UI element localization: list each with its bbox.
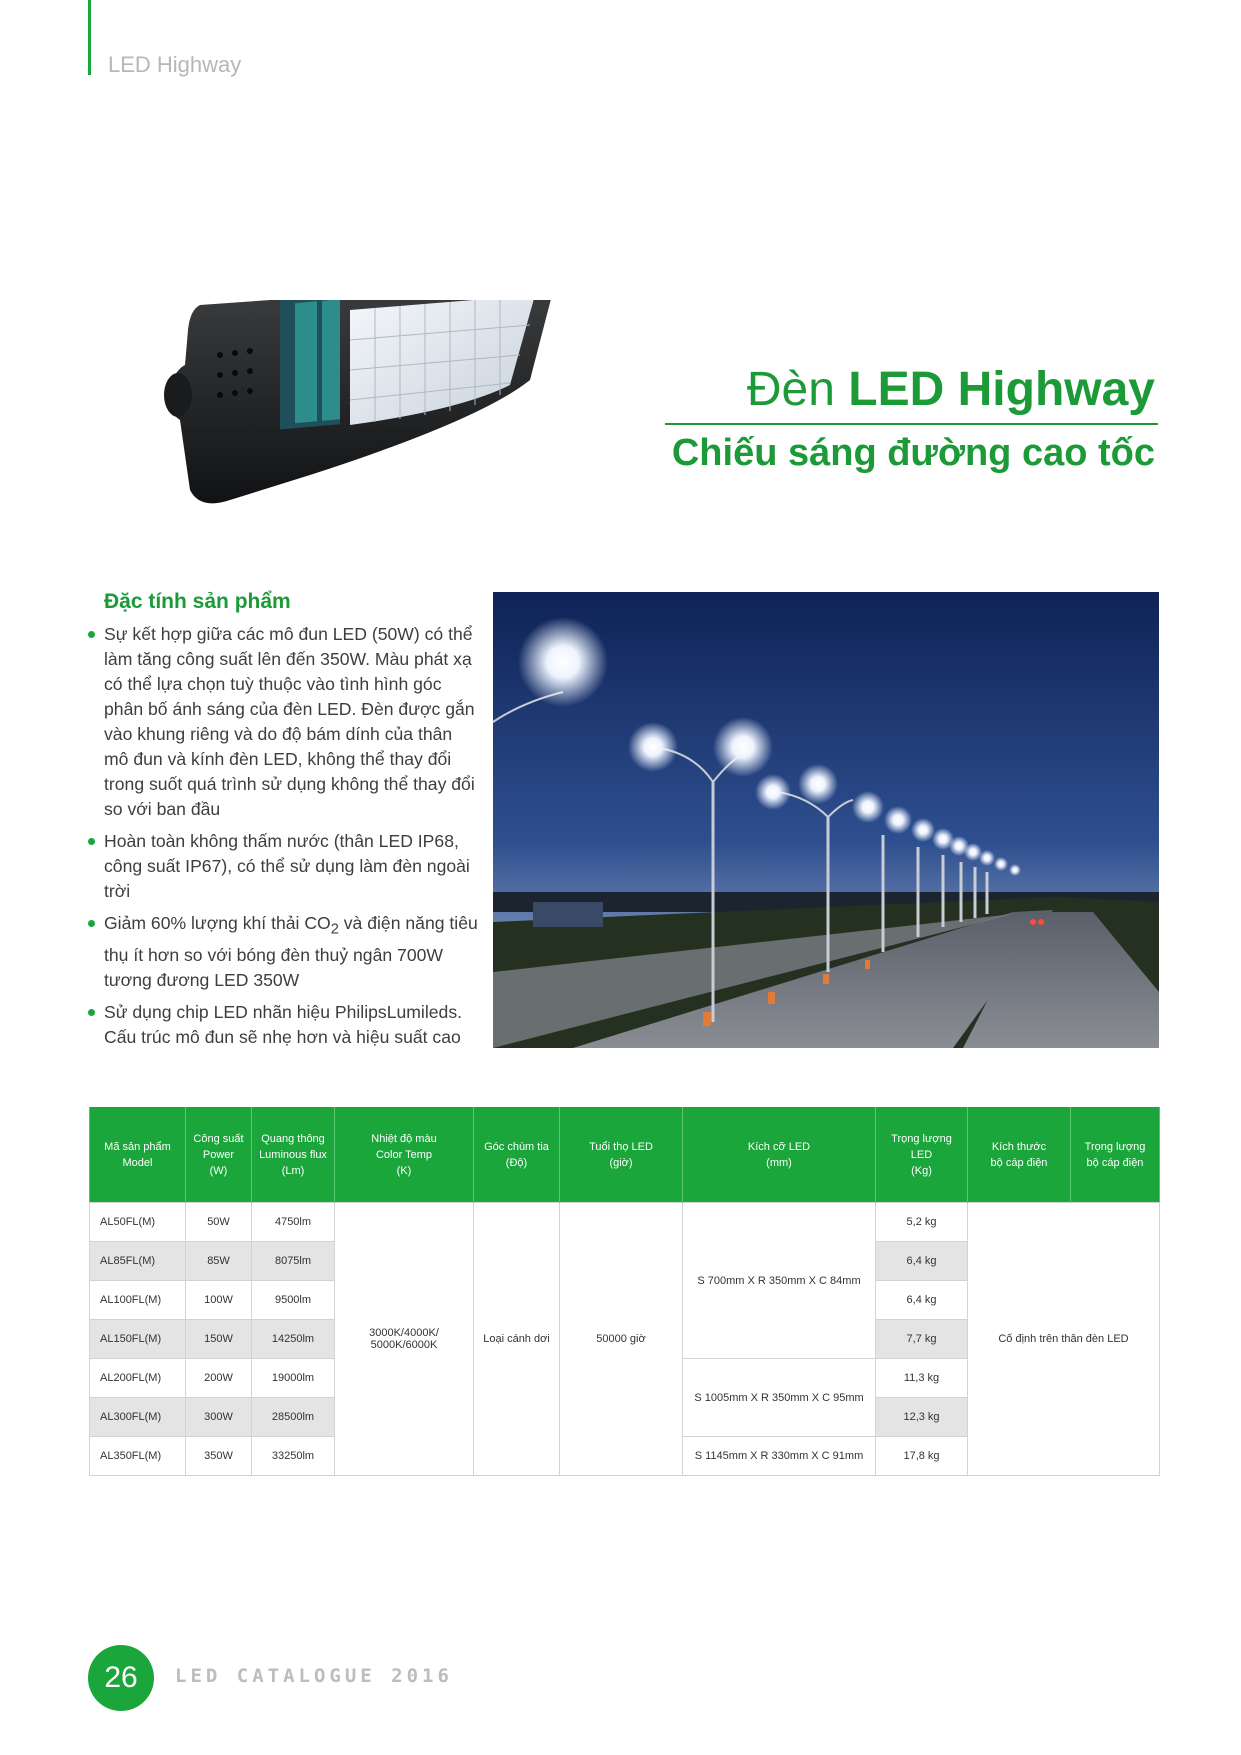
- table-header-row: [90, 1107, 1160, 1203]
- section-label: LED Highway: [108, 52, 242, 77]
- cell-weight: 17,8 kg: [876, 1437, 968, 1476]
- cell-weight: 6,4 kg: [876, 1242, 968, 1281]
- spec-table: [89, 1107, 1160, 1476]
- cell-flux: 33250lm: [252, 1437, 335, 1476]
- cell-model: AL300FL(M): [90, 1398, 186, 1437]
- title-divider: [665, 423, 1158, 425]
- cell-model: AL85FL(M): [90, 1242, 186, 1281]
- title-light: Đèn: [746, 363, 835, 416]
- cell-model: AL150FL(M): [90, 1320, 186, 1359]
- cell-power: 200W: [186, 1359, 252, 1398]
- cell-size: S 1145mm X R 330mm X C 91mm: [683, 1437, 876, 1476]
- highway-night-photo: [493, 592, 1159, 1048]
- title-bold: LED Highway: [848, 363, 1155, 416]
- cell-flux: 8075lm: [252, 1242, 335, 1281]
- cell-flux: 14250lm: [252, 1320, 335, 1359]
- table-row: [90, 1203, 1160, 1242]
- bullet-icon: [88, 838, 95, 845]
- features-list: [88, 622, 478, 1050]
- feature-item: Sử dụng chip LED nhãn hiệu PhilipsLumileds. Cấu trúc mô đun sẽ nhẹ hơn và hiệu suất cao: [88, 1000, 478, 1050]
- bullet-icon: [88, 631, 95, 638]
- page-title: [747, 362, 1155, 417]
- col-header-model: Mã sản phẩm Model: [90, 1107, 186, 1203]
- col-header-power: Công suất Power (W): [186, 1107, 252, 1203]
- cell-weight: 7,7 kg: [876, 1320, 968, 1359]
- col-header-size: Kích cỡ LED (mm): [683, 1107, 876, 1203]
- page-number-badge: 26: [88, 1645, 154, 1711]
- cell-model: AL350FL(M): [90, 1437, 186, 1476]
- cell-power: 50W: [186, 1203, 252, 1242]
- features-heading: Đặc tính sản phẩm: [104, 590, 291, 613]
- feature-item: Giảm 60% lượng khí thải $CO_2$ và điện năng tiêu thụ ít hơn so với bóng đèn thuỷ ngân 700W tương đương LED 350W: [88, 911, 478, 993]
- cell-flux: 4750lm: [252, 1203, 335, 1242]
- cell-flux: 9500lm: [252, 1281, 335, 1320]
- col-header-beam-angle: Góc chùm tia (Độ): [474, 1107, 560, 1203]
- features-section: [88, 590, 478, 1057]
- catalogue-label: LED CATALOGUE 2016: [175, 1665, 453, 1687]
- cell-weight: 5,2 kg: [876, 1203, 968, 1242]
- header-accent-bar: [88, 0, 91, 75]
- cell-lifetime: 50000 giờ: [560, 1203, 683, 1476]
- cell-model: AL50FL(M): [90, 1203, 186, 1242]
- col-header-color-temp: Nhiệt độ màu Color Temp (K): [335, 1107, 474, 1203]
- feature-item: Sự kết hợp giữa các mô đun LED (50W) có thể làm tăng công suất lên đến 350W. Màu phát xạ có thể lựa chọn tuỳ thuộc vào tình hình góc phân bố ánh sáng của đèn LED. Đèn được gắn vào khung riêng và do độ bám dính của thân mô đun và kính đèn LED, không thể thay đổi trong suốt quá trình sử dụng không thể thay đổi so với ban đầu: [88, 622, 478, 822]
- bullet-icon: [88, 1009, 95, 1016]
- col-header-cable-size: Kích thước bộ cáp điện: [968, 1107, 1071, 1203]
- cell-power: 150W: [186, 1320, 252, 1359]
- col-header-lifetime: Tuổi thọ LED (giờ): [560, 1107, 683, 1203]
- cell-power: 350W: [186, 1437, 252, 1476]
- feature-item: Hoàn toàn không thấm nước (thân LED IP68, công suất IP67), có thể sử dụng làm đèn ngoài trời: [88, 829, 478, 904]
- cell-flux: 19000lm: [252, 1359, 335, 1398]
- led-highway-luminaire-image: [160, 300, 560, 535]
- cell-cable: Cố định trên thân đèn LED: [968, 1203, 1160, 1476]
- cell-power: 100W: [186, 1281, 252, 1320]
- cell-size: S 1005mm X R 350mm X C 95mm: [683, 1359, 876, 1437]
- cell-color-temp: 3000K/4000K/ 5000K/6000K: [335, 1203, 474, 1476]
- page-subtitle: Chiếu sáng đường cao tốc: [671, 432, 1155, 474]
- cell-model: AL200FL(M): [90, 1359, 186, 1398]
- cell-beam-angle: Loại cánh dơi: [474, 1203, 560, 1476]
- cell-weight: 12,3 kg: [876, 1398, 968, 1437]
- cell-flux: 28500lm: [252, 1398, 335, 1437]
- cell-power: 85W: [186, 1242, 252, 1281]
- cell-size: S 700mm X R 350mm X C 84mm: [683, 1203, 876, 1359]
- cell-model: AL100FL(M): [90, 1281, 186, 1320]
- cell-weight: 11,3 kg: [876, 1359, 968, 1398]
- col-header-flux: Quang thông Luminous flux (Lm): [252, 1107, 335, 1203]
- col-header-cable-weight: Trọng lượng bộ cáp điện: [1071, 1107, 1160, 1203]
- col-header-weight: Trọng lượng LED (Kg): [876, 1107, 968, 1203]
- cell-power: 300W: [186, 1398, 252, 1437]
- bullet-icon: [88, 920, 95, 927]
- cell-weight: 6,4 kg: [876, 1281, 968, 1320]
